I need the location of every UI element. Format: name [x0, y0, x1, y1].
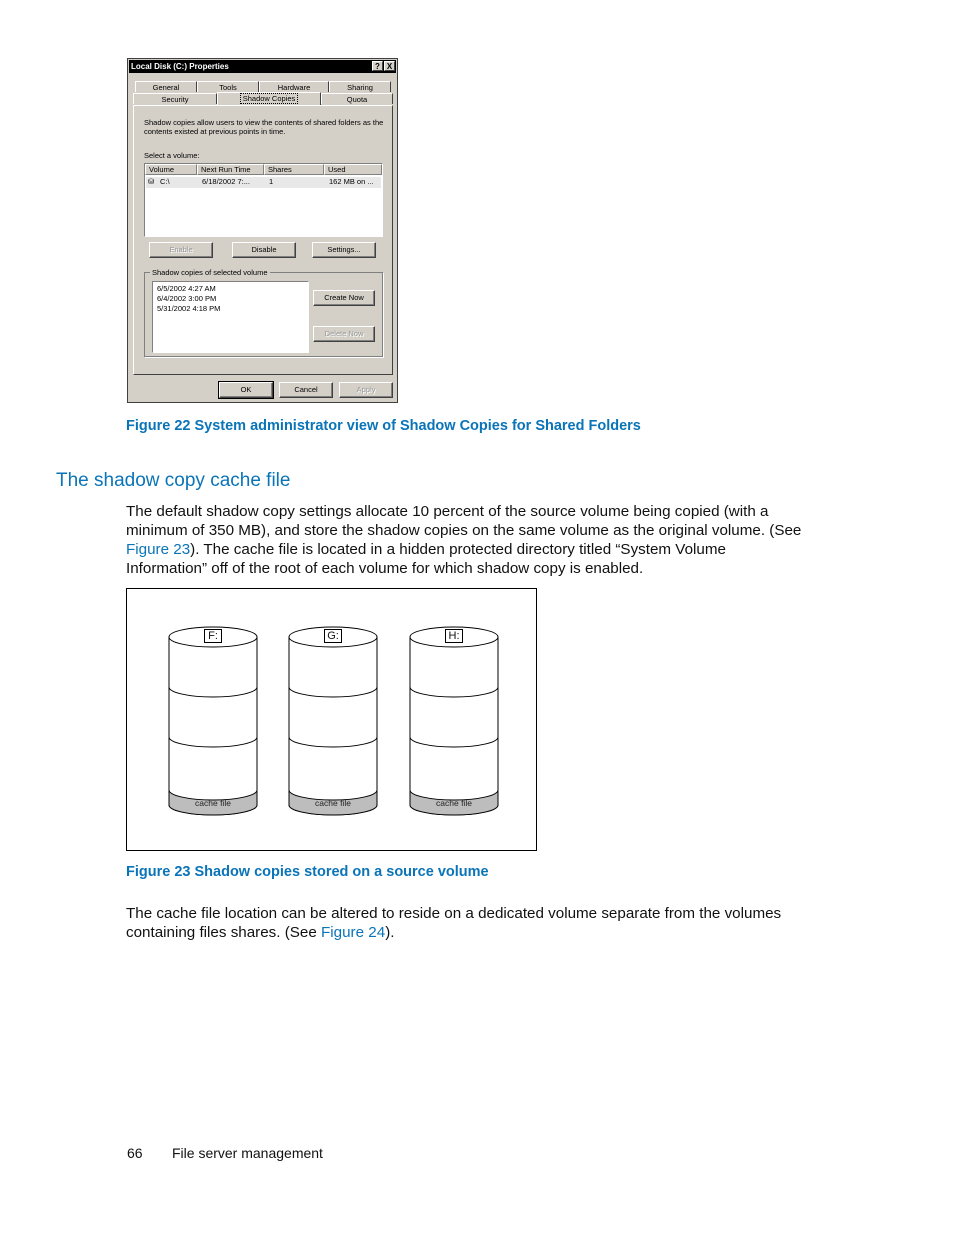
figure-23-caption: Figure 23 Shadow copies stored on a source volume — [126, 864, 489, 880]
volumes-diagram — [126, 588, 537, 851]
enable-button[interactable]: Enable — [149, 242, 213, 258]
cylinder-shape — [168, 625, 258, 817]
dialog-titlebar — [129, 60, 396, 73]
column-header-shares[interactable]: Shares — [264, 164, 324, 175]
table-row[interactable] — [146, 177, 381, 188]
volume-cylinder-f — [168, 625, 258, 815]
volume-cylinder-h — [409, 625, 499, 815]
figure-23-link[interactable]: Figure 23 — [126, 541, 191, 558]
page-number: 66 — [127, 1145, 143, 1161]
cell-volume: C:\ — [160, 177, 170, 186]
tab-sharing[interactable]: Sharing — [329, 81, 391, 92]
cell-shares: 1 — [269, 177, 274, 186]
ok-button[interactable]: OK — [219, 382, 273, 398]
help-icon[interactable]: ? — [372, 61, 383, 71]
paragraph-1: The default shadow copy settings allocate 10 percent of the source volume being copied (with a minimum of 350 MB), and store the shadow copies on the same volume as the original volume. (See Figure 23). The cache file is located in a hidden protected directory titled “System Volume Information” off of the root of each volume for which shadow copy is enabled. — [126, 503, 802, 577]
column-header-volume[interactable]: Volume — [145, 164, 197, 175]
tab-quota[interactable]: Quota — [321, 93, 393, 104]
disable-button[interactable]: Disable — [232, 242, 296, 258]
cache-file-label: cache file — [315, 798, 351, 808]
settings-button[interactable]: Settings... — [312, 242, 376, 258]
select-volume-label: Select a volume: — [144, 151, 200, 160]
cache-file-label: cache file — [436, 798, 472, 808]
cylinder-shape — [288, 625, 378, 817]
dialog-title: Local Disk (C:) Properties — [131, 62, 229, 71]
tab-security[interactable]: Security — [133, 93, 217, 104]
cylinder-shape — [409, 625, 499, 817]
cancel-button[interactable]: Cancel — [279, 382, 333, 398]
volume-label: G: — [324, 629, 342, 643]
group-label: Shadow copies of selected volume — [152, 268, 268, 277]
column-header-next-run[interactable]: Next Run Time — [197, 164, 264, 175]
drive-icon: ⛁ — [148, 177, 155, 186]
close-icon[interactable]: X — [384, 61, 395, 71]
create-now-button[interactable]: Create Now — [313, 290, 375, 306]
volume-list[interactable] — [144, 163, 383, 237]
footer-section: File server management — [172, 1145, 323, 1161]
apply-button[interactable]: Apply — [339, 382, 393, 398]
cache-file-label: cache file — [195, 798, 231, 808]
volume-cylinder-g — [288, 625, 378, 815]
list-item[interactable]: 6/4/2002 3:00 PM — [157, 294, 217, 303]
shadow-copy-list[interactable] — [152, 281, 309, 353]
volume-label: F: — [204, 629, 222, 643]
list-item[interactable]: 6/5/2002 4:27 AM — [157, 284, 216, 293]
list-item[interactable]: 5/31/2002 4:18 PM — [157, 304, 221, 313]
delete-now-button[interactable]: Delete Now — [313, 326, 375, 342]
figure-24-link[interactable]: Figure 24 — [321, 924, 386, 941]
cell-used: 162 MB on ... — [329, 177, 374, 186]
figure-22-caption: Figure 22 System administrator view of Shadow Copies for Shared Folders — [126, 418, 641, 434]
tab-tools[interactable]: Tools — [197, 81, 259, 92]
properties-dialog — [127, 58, 398, 403]
volume-label: H: — [445, 629, 463, 643]
tab-hardware[interactable]: Hardware — [259, 81, 329, 92]
tab-general[interactable]: General — [135, 81, 197, 92]
cell-next-run: 6/18/2002 7:... — [202, 177, 250, 186]
section-heading: The shadow copy cache file — [56, 470, 291, 491]
paragraph-2: The cache file location can be altered to reside on a dedicated volume separate from the volumes containing files shares. (See Figure 24). — [126, 905, 782, 941]
tab-shadow-copies[interactable]: Shadow Copies — [217, 92, 321, 105]
column-header-used[interactable]: Used — [324, 164, 382, 175]
dialog-description: Shadow copies allow users to view the contents of shared folders as the contents existed at previous points in time. — [144, 118, 384, 136]
